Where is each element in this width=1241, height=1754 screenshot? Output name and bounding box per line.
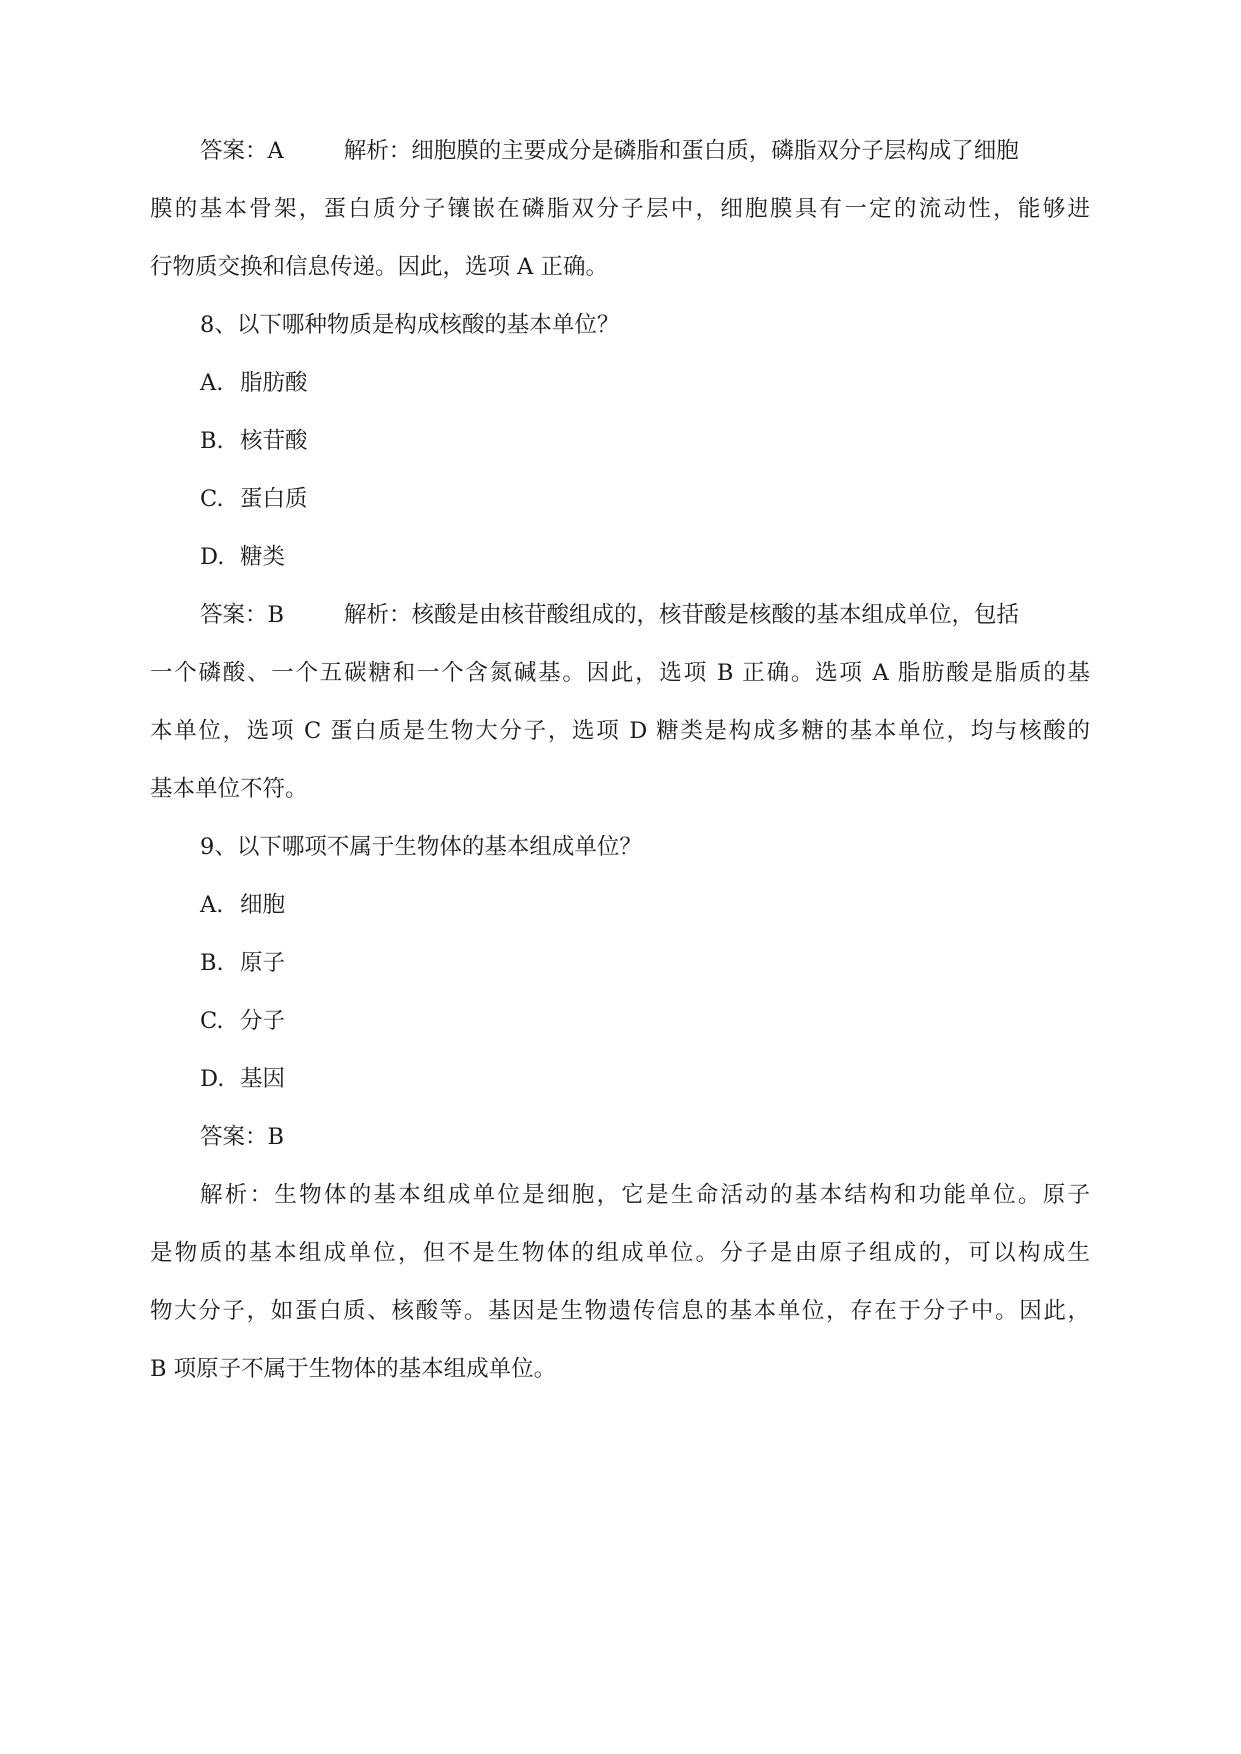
option-b (200, 425, 308, 457)
option-a (200, 889, 285, 921)
option-text: 脂肪酸 (240, 370, 308, 396)
question-8: 8、以下哪种物质是构成核酸的基本单位？ (200, 312, 620, 338)
option-text: 蛋白质 (240, 486, 308, 512)
option-c (200, 483, 308, 515)
answer-line: 答案：B (200, 1124, 285, 1150)
option-text: 原子 (240, 950, 286, 976)
answer-label: 答案：B (200, 602, 285, 628)
option-a (200, 367, 308, 399)
option-d (200, 541, 285, 573)
option-text: 糖类 (240, 544, 286, 570)
answer-line (200, 135, 1019, 167)
option-text: 核苷酸 (240, 428, 308, 454)
option-letter: D. (200, 1066, 225, 1092)
option-letter: D. (200, 544, 225, 570)
option-text: 分子 (240, 1008, 286, 1034)
question-9: 9、以下哪项不属于生物体的基本组成单位？ (200, 834, 642, 860)
option-text: 细胞 (240, 892, 286, 918)
paragraph-line: 是物质的基本组成单位，但不是生物体的组成单位。分子是由原子组成的，可以构成生 (150, 1240, 1090, 1266)
option-letter: C. (200, 486, 224, 512)
analysis-text: 解析：细胞膜的主要成分是磷脂和蛋白质，磷脂双分子层构成了细胞 (343, 138, 1019, 164)
option-letter: A. (200, 370, 224, 396)
option-letter: A. (200, 892, 224, 918)
paragraph-line: 物大分子，如蛋白质、核酸等。基因是生物遗传信息的基本单位，存在于分子中。因此， (150, 1298, 1090, 1324)
analysis-text: 解析：生物体的基本组成单位是细胞，它是生命活动的基本结构和功能单位。原子 (200, 1182, 1090, 1208)
option-text: 基因 (240, 1066, 286, 1092)
option-c (200, 1005, 285, 1037)
analysis-text: 解析：核酸是由核苷酸组成的，核苷酸是核酸的基本组成单位，包括 (344, 602, 1020, 628)
option-letter: B. (200, 428, 224, 454)
paragraph-line: 本单位，选项 C 蛋白质是生物大分子，选项 D 糖类是构成多糖的基本单位，均与核酸的 (150, 718, 1090, 744)
paragraph-line: 行物质交换和信息传递。因此，选项 A 正确。 (150, 254, 609, 280)
option-d (200, 1063, 285, 1095)
option-letter: C. (200, 1008, 224, 1034)
paragraph-line: 基本单位不符。 (150, 776, 308, 802)
paragraph-line: 膜的基本骨架，蛋白质分子镶嵌在磷脂双分子层中，细胞膜具有一定的流动性，能够进 (150, 196, 1090, 222)
answer-line (200, 599, 1019, 631)
answer-label: 答案：A (200, 138, 284, 164)
option-b (200, 947, 285, 979)
option-letter: B. (200, 950, 224, 976)
paragraph-line: 一个磷酸、一个五碳糖和一个含氮碱基。因此，选项 B 正确。选项 A 脂肪酸是脂质的基 (150, 660, 1090, 686)
paragraph-line: B 项原子不属于生物体的基本组成单位。 (150, 1356, 557, 1382)
